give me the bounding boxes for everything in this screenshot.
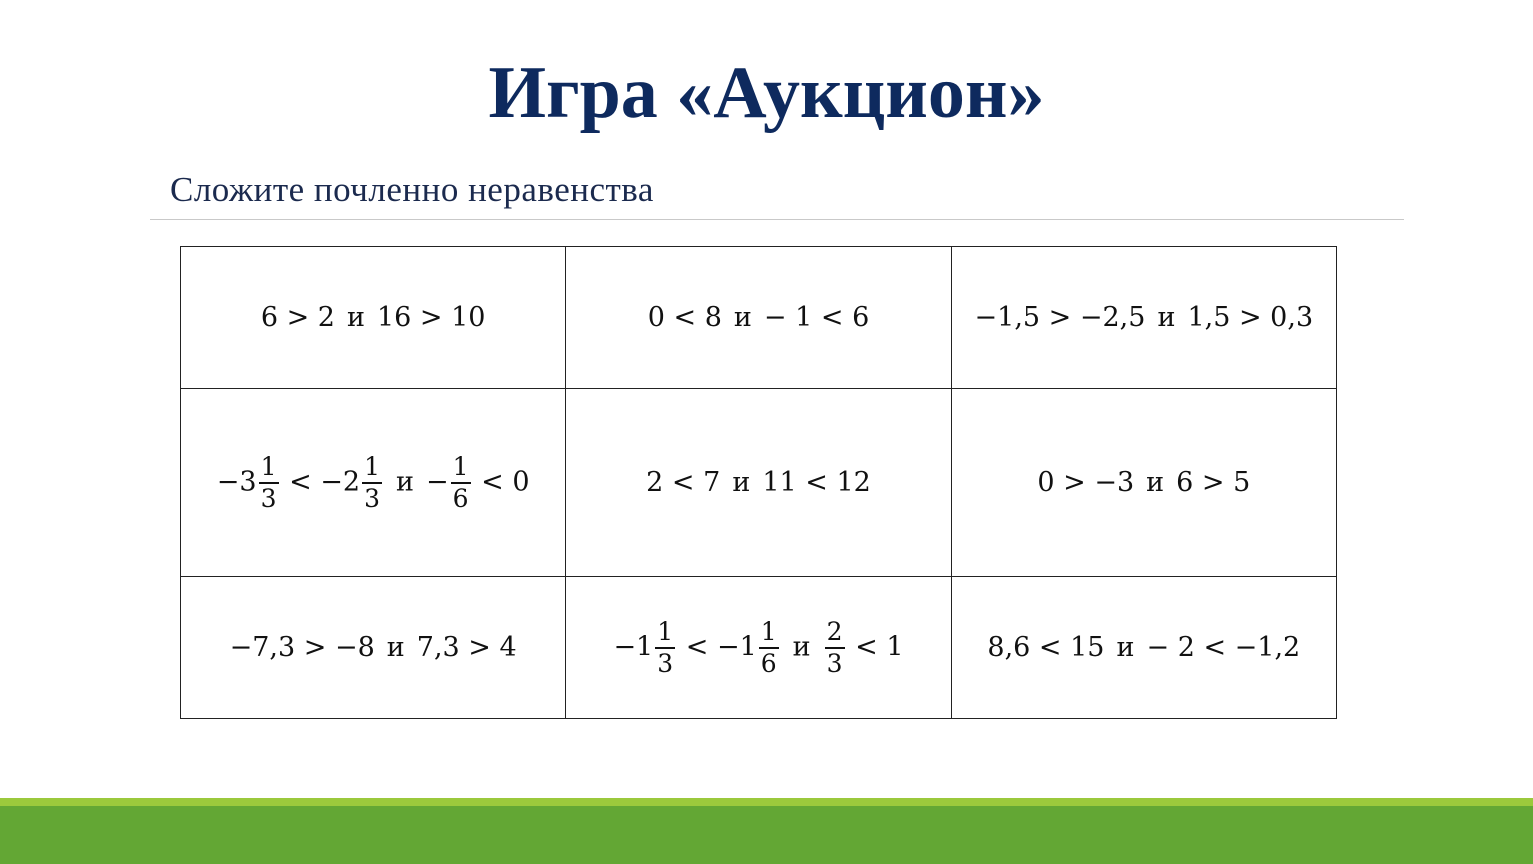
footer-accent-bar [0,798,1533,806]
inequalities-table [180,246,1337,719]
inequality-pair [217,452,530,514]
table-cell [181,577,566,719]
inequality-pair [975,302,1314,333]
table-cell [566,247,951,389]
connector: и [1116,632,1135,663]
connector: и [386,632,405,663]
inequality: 6 > 5 [1176,467,1251,498]
table-cell [951,389,1336,577]
inequality: −7,3 > −8 [229,632,375,663]
inequality: 0 < 8 [647,302,722,333]
table-cell [951,577,1336,719]
inequality: −1,5 > −2,5 [974,302,1146,333]
math-part: < −2 [280,466,361,497]
inequality-pair [613,617,903,679]
inequality: 16 > 10 [376,302,486,333]
table-cell [566,577,951,719]
table-cell [181,389,566,577]
inequality: 6 > 2 [260,302,335,333]
table-cell [181,247,566,389]
denominator: 3 [260,483,277,513]
denominator: 3 [657,648,674,678]
connector: и [792,631,811,662]
connector: и [396,466,415,497]
math-part: < 1 [846,631,904,662]
denominator: 6 [760,648,777,678]
fraction [451,452,471,514]
inequality-pair [261,302,486,333]
denominator: 6 [452,483,469,513]
table-cell [951,247,1336,389]
denominator: 3 [826,648,843,678]
table-row [181,389,1337,577]
math-part: < −1 [677,631,757,662]
inequality: − 2 < −1,2 [1146,632,1301,663]
numerator: 2 [825,617,845,649]
math-part: −3 [216,466,257,497]
connector: и [1157,302,1176,333]
numerator: 1 [759,617,779,649]
table-row [181,247,1337,389]
connector: и [733,302,752,333]
inequality-pair [987,632,1300,663]
inequality: − 1 < 6 [763,302,870,333]
inequality-pair [230,632,517,663]
numerator: 1 [362,452,382,484]
numerator: 1 [451,452,471,484]
table-row [181,577,1337,719]
inequality: 0 > −3 [1037,467,1135,498]
fraction [259,452,279,514]
inequality: 2 < 7 [646,467,721,498]
fraction [362,452,382,514]
inequality-pair [646,467,871,498]
inequality-pair [1037,467,1250,498]
divider [150,219,1404,220]
math-part: −1 [613,631,654,662]
fraction [655,617,675,679]
footer-bar [0,806,1533,864]
connector: и [346,302,365,333]
connector: и [732,467,751,498]
fraction [759,617,779,679]
table-cell [566,389,951,577]
numerator: 1 [655,617,675,649]
slide-subtitle: Сложите почленно неравенства [170,170,654,209]
inequality: 1,5 > 0,3 [1187,302,1314,333]
inequality: 7,3 > 4 [416,632,517,663]
math-part: − [426,466,449,497]
inequality: 11 < 12 [762,467,871,498]
inequality: 8,6 < 15 [987,632,1105,663]
math-part: < 0 [472,466,530,497]
slide-title: Игра «Аукцион» [488,52,1045,134]
denominator: 3 [364,483,381,513]
inequality-pair [648,302,870,333]
connector: и [1146,467,1165,498]
numerator: 1 [259,452,279,484]
fraction [825,617,845,679]
